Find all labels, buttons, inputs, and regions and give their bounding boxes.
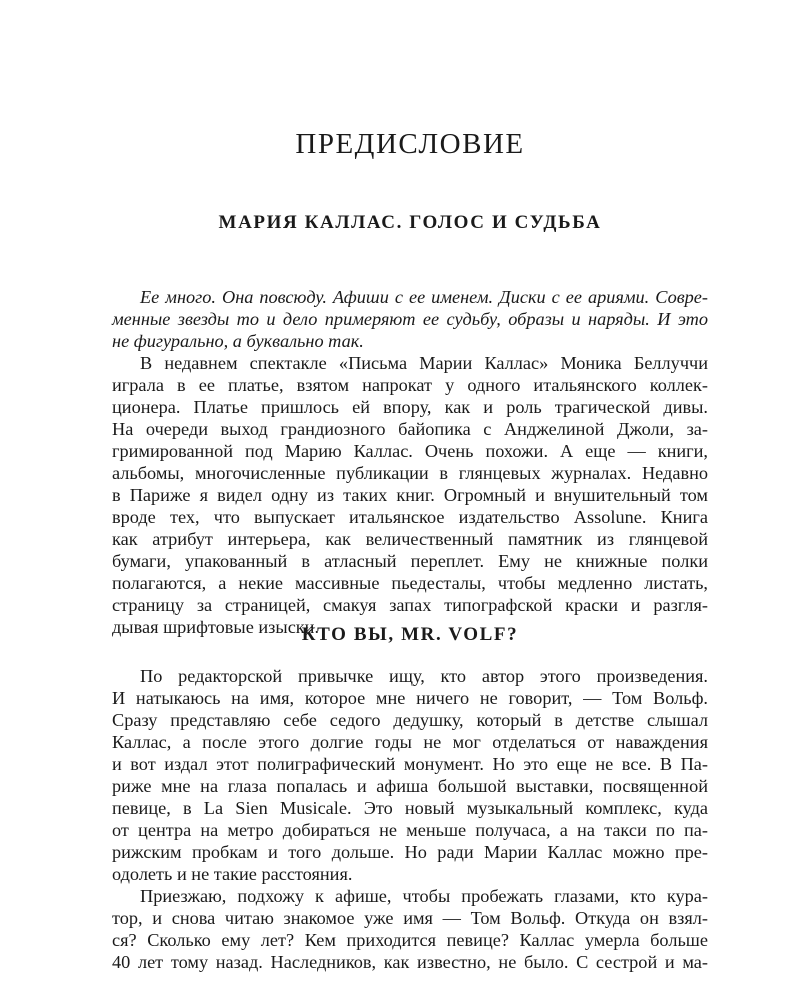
section-2-body [112, 665, 708, 973]
text-line: не фигурально, а буквально так. [112, 331, 364, 351]
text-line: И натыкаюсь на имя, которое мне ничего не говорит, — Том Вольф. [112, 688, 708, 708]
chapter-title: ПРЕДИСЛОВИЕ [295, 128, 525, 160]
text-line: Каллас, а после этого долгие годы не мог отделаться от наваждения [112, 732, 708, 752]
text-line: рижским пробкам и того дольше. Но ради Марии Каллас можно пре- [112, 842, 708, 862]
section-heading-1: МАРИЯ КАЛЛАС. ГОЛОС И СУДЬБА [218, 212, 602, 233]
text-line: одолеть и не такие расстояния. [112, 864, 353, 884]
text-line: альбомы, многочисленные публикации в глянцевых журналах. Недавно [112, 463, 708, 483]
text-line: играла в ее платье, взятом напрокат у одного итальянского коллек- [112, 375, 708, 395]
text-line: в Париже я видел одну из таких книг. Огромный и внушительный том [112, 485, 708, 505]
text-line: 40 лет тому назад. Наследников, как известно, не было. С сестрой и ма- [112, 952, 708, 972]
text-line: ционера. Платье пришлось ей впору, как и роль трагической дивы. [112, 397, 708, 417]
text-line: Ее много. Она повсюду. Афиши с ее именем. Диски с ее ариями. Совре- [140, 287, 708, 307]
text-line: вроде тех, что выпускает итальянское издательство Assolune. Книга [112, 507, 708, 527]
text-line: риже мне на глаза попалась и афиша большой выставки, посвященной [112, 776, 708, 796]
text-line: гримированной под Марию Каллас. Очень похожи. А еще — книги, [112, 441, 708, 461]
text-line: страницу за страницей, смакуя запах типографской краски и разгля- [112, 595, 708, 615]
text-line: На очереди выход грандиозного байопика с Анджелиной Джоли, за- [112, 419, 708, 439]
text-line: как атрибут интерьера, как величественный памятник из глянцевой [112, 529, 708, 549]
text-line: певице, в La Sien Musicale. Это новый музыкальный комплекс, куда [112, 798, 708, 818]
text-line: и вот издал этот полиграфический монумент. Но это еще не все. В Па- [112, 754, 708, 774]
text-line: полагаются, а некие массивные пьедесталы, чтобы медленно листать, [112, 573, 708, 593]
text-line: ся? Сколько ему лет? Кем приходится певице? Каллас умерла больше [112, 930, 708, 950]
text-line: дывая шрифтовые изыски. [112, 617, 320, 637]
section-1-body [112, 286, 708, 638]
text-line: Сразу представляю себе седого дедушку, который в детстве слышал [112, 710, 708, 730]
text-line: менные звезды то и дело примеряют ее судьбу, образы и наряды. И это [112, 309, 708, 329]
text-line: В недавнем спектакле «Письма Марии Каллас» Моника Беллуччи [140, 353, 708, 373]
text-line: бумаги, упакованный в атласный переплет. Ему не книжные полки [112, 551, 708, 571]
text-line: от центра на метро добираться не меньше получаса, а на такси по па- [112, 820, 708, 840]
section-heading-2: КТО ВЫ, MR. VOLF? [301, 624, 519, 645]
text-line: Приезжаю, подхожу к афише, чтобы пробежать глазами, кто кура- [140, 886, 708, 906]
text-line: По редакторской привычке ищу, кто автор этого произведения. [140, 666, 708, 686]
text-line: тор, и снова читаю знакомое уже имя — Том Вольф. Откуда он взял- [112, 908, 708, 928]
